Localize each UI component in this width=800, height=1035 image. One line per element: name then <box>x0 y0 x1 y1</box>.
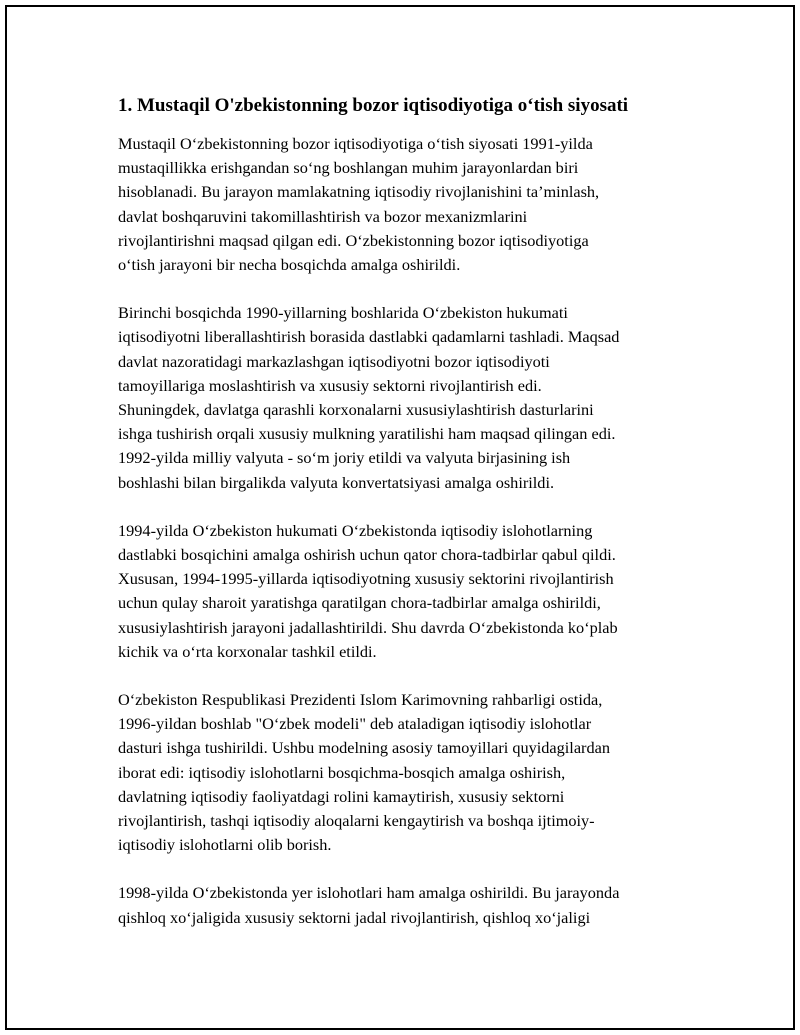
text-line: Xususan, 1994-1995-yillarda iqtisodiyotning xususiy sektorini rivojlantirish <box>118 569 614 589</box>
text-line: Shuningdek, davlatga qarashli korxonalarni xususiylashtirish dasturlarini <box>118 400 594 420</box>
text-line: o‘tish jarayoni bir necha bosqichda amalga oshirildi. <box>118 255 461 275</box>
text-line: davlat boshqaruvini takomillashtirish va bozor mexanizmlarini <box>118 206 528 226</box>
text-line: 1996-yildan boshlab "O‘zbek modeli" deb ataladigan iqtisodiy islohotlar <box>118 714 592 734</box>
text-line: davlatning iqtisodiy faoliyatdagi rolini kamaytirish, xususiy sektorni <box>118 786 565 806</box>
paragraph <box>118 519 688 664</box>
text-line: uchun qulay sharoit yaratishga qaratilgan chora-tadbirlar amalga oshirildi, <box>118 593 601 613</box>
paragraph <box>118 881 688 929</box>
text-line: dastlabki bosqichini amalga oshirish uchun qator chora-tadbirlar qabul qildi. <box>118 545 616 565</box>
text-line: xususiylashtirish jarayoni jadallashtirildi. Shu davrda O‘zbekistonda ko‘plab <box>118 617 618 637</box>
text-line: kichik va o‘rta korxonalar tashkil etildi. <box>118 641 377 661</box>
text-line: mustaqillikka erishgandan so‘ng boshlangan muhim jarayonlardan biri <box>118 158 579 178</box>
text-line: davlat nazoratidagi markazlashgan iqtisodiyotni bozor iqtisodiyoti <box>118 351 550 371</box>
text-line: rivojlantirishni maqsad qilgan edi. O‘zbekistonning bozor iqtisodiyotiga <box>118 230 589 250</box>
text-line: Birinchi bosqichda 1990-yillarning boshlarida O‘zbekiston hukumati <box>118 303 568 323</box>
paragraph <box>118 301 688 495</box>
text-line: boshlashi bilan birgalikda valyuta konvertatsiyasi amalga oshirildi. <box>118 472 555 492</box>
text-line: hisoblanadi. Bu jarayon mamlakatning iqtisodiy rivojlanishini ta’minlash, <box>118 182 600 202</box>
text-line: iqtisodiy islohotlarni olib borish. <box>118 835 332 855</box>
text-line: O‘zbekiston Respublikasi Prezidenti Islom Karimovning rahbarligi ostida, <box>118 690 603 710</box>
paragraph <box>118 132 688 277</box>
document-body <box>118 92 688 954</box>
text-line: dasturi ishga tushirildi. Ushbu modelning asosiy tamoyillari quyidagilardan <box>118 738 610 758</box>
text-line: 1994-yilda O‘zbekiston hukumati O‘zbekistonda iqtisodiy islohotlarning <box>118 520 593 540</box>
text-line: qishloq xo‘jaligida xususiy sektorni jadal rivojlantirish, qishloq xo‘jaligi <box>118 907 591 927</box>
text-line: rivojlantirish, tashqi iqtisodiy aloqalarni kengaytirish va boshqa ijtimoiy- <box>118 811 595 831</box>
text-line: 1992-yilda milliy valyuta - so‘m joriy etildi va valyuta birjasining ish <box>118 448 571 468</box>
text-line: Mustaqil O‘zbekistonning bozor iqtisodiyotiga o‘tish siyosati 1991-yilda <box>118 134 593 153</box>
text-line: 1998-yilda O‘zbekistonda yer islohotlari ham amalga oshirildi. Bu jarayonda <box>118 883 620 903</box>
text-line: ishga tushirish orqali xususiy mulkning yaratilishi ham maqsad qilingan edi. <box>118 424 616 444</box>
text-line: iborat edi: iqtisodiy islohotlarni bosqichma-bosqich amalga oshirish, <box>118 762 566 782</box>
text-line: tamoyillariga moslashtirish va xususiy sektorni rivojlantirish edi. <box>118 375 542 395</box>
paragraph <box>118 688 688 857</box>
text-line: iqtisodiyotni liberallashtirish borasida dastlabki qadamlarni tashladi. Maqsad <box>118 327 620 347</box>
section-heading: 1. Mustaqil O'zbekistonning bozor iqtisodiyotiga o‘tish siyosati <box>118 95 629 116</box>
